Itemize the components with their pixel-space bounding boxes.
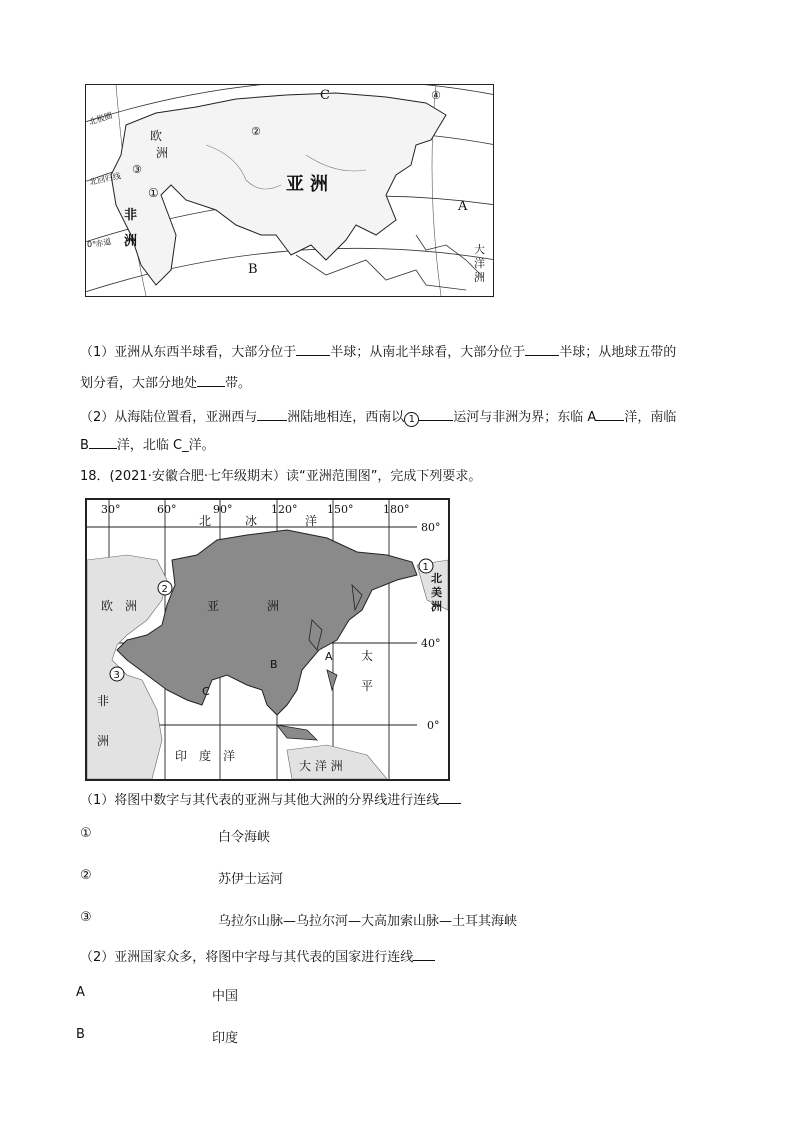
latitude-label: 40° [421, 637, 441, 650]
letter-b-label: B [270, 658, 278, 671]
longitude-label: 30° [101, 503, 121, 516]
svg-text:1: 1 [422, 562, 429, 573]
asia-map-1-svg [86, 85, 493, 296]
q18-part1-prompt: （1）将图中数字与其代表的亚洲与其他大洲的分界线进行连线 [80, 791, 461, 810]
africa-label: 非 [124, 208, 138, 223]
degree-label: 0° [87, 240, 97, 249]
svg-text:3: 3 [113, 670, 120, 681]
q18-1-item-value[interactable]: 乌拉尔山脉—乌拉尔河—大高加索山脉—土耳其海峡 [218, 914, 518, 929]
q18-1-item-num: ① [80, 826, 92, 841]
asia-map-2-svg [87, 500, 448, 779]
europe-label: 欧 洲 [101, 599, 138, 613]
q17-part2-line1: （2）从海陆位置看，亚洲西与 洲陆地相连，西南以 1 运河与非洲为界；东临 A 洋，南临 [80, 410, 677, 425]
q18-2-item-letter: A [76, 985, 85, 1000]
asia-landmass [111, 93, 446, 285]
marker-3 [110, 667, 124, 681]
europe-label: 洲 [156, 146, 169, 160]
oceania-label: 洋 [474, 257, 485, 270]
indian-ocean-label: 印 度 洋 [175, 749, 236, 763]
letter-b-label: B [248, 262, 258, 277]
africa-label: 洲 [97, 734, 110, 748]
island-coastline [296, 255, 466, 290]
arctic-circle-label: 北极圈 [87, 110, 114, 127]
africa-label: 洲 [124, 234, 138, 249]
north-america-label: 美 [431, 586, 442, 599]
north-america-label: 洲 [431, 600, 442, 613]
number-2-label: ② [251, 125, 261, 138]
latitude-label: 80° [421, 521, 441, 534]
equator-label: 赤道 [94, 236, 113, 249]
number-3-label: ③ [132, 163, 142, 176]
island [327, 670, 337, 690]
q18-2-item-value[interactable]: 印度 [212, 1031, 239, 1046]
asia-map-2 [85, 498, 450, 781]
africa-label: 非 [97, 694, 110, 708]
latitude-label: 0° [427, 719, 440, 732]
number-1-label: ① [148, 186, 159, 200]
q18-1-item-value[interactable]: 白令海峡 [218, 830, 271, 845]
answer-blank[interactable] [197, 374, 225, 387]
arctic-ocean-label: 冰 [245, 514, 258, 528]
answer-blank[interactable] [296, 343, 330, 356]
letter-a-label: A [458, 199, 468, 214]
asia-map-1 [85, 84, 494, 297]
pacific-label: 平 [361, 679, 374, 693]
q18-1-item-value[interactable]: 苏伊士运河 [218, 872, 284, 887]
circled-number: 1 [404, 412, 419, 427]
q18-part2-prompt: （2）亚洲国家众多，将图中字母与其代表的国家进行连线 [80, 948, 435, 967]
oceania-label: 大 洋 洲 [299, 759, 343, 773]
pacific-label: 太 [361, 649, 374, 663]
island-coastline [416, 235, 481, 275]
longitude-label: 90° [213, 503, 233, 516]
oceania-label: 大 [474, 243, 485, 256]
arctic-ocean-label: 北 [199, 514, 212, 528]
q18-2-item-letter: B [76, 1027, 85, 1042]
q17-part1-line1: （1）亚洲从东西半球看，大部分位于 半球；从南北半球看，大部分位于 半球；从地球五带的 [80, 345, 677, 360]
island [277, 725, 317, 740]
q18-1-item-num: ③ [80, 910, 92, 925]
longitude-label: 150° [327, 503, 354, 516]
longitude-label: 180° [383, 503, 410, 516]
asia-label: 洲 [267, 599, 280, 613]
answer-blank[interactable] [413, 948, 435, 961]
number-4-label: ④ [431, 89, 441, 102]
longitude-label: 120° [271, 503, 298, 516]
answer-blank[interactable] [525, 343, 559, 356]
marker-2 [158, 581, 172, 595]
answer-blank[interactable] [419, 408, 453, 421]
q17-part1-line2: 划分看，大部分地处 带。 [80, 376, 252, 391]
answer-blank[interactable] [89, 436, 117, 449]
north-america-label: 北 [431, 572, 442, 585]
q18-2-item-value[interactable]: 中国 [212, 989, 239, 1004]
answer-blank[interactable] [439, 791, 461, 804]
longitude-label: 60° [157, 503, 177, 516]
arctic-ocean-label: 洋 [305, 514, 318, 528]
q17-part2-line2: B 洋，北临 C_洋。 [80, 438, 215, 453]
letter-c-label: C [320, 88, 330, 103]
tropic-cancer-label: 北回归线 [88, 171, 122, 187]
q18-1-item-num: ② [80, 868, 92, 883]
marker-1 [419, 559, 433, 573]
asia-label: 亚洲 [286, 174, 334, 195]
asia-label: 亚 [207, 599, 220, 613]
q18-title: 18．(2021·安徽合肥·七年级期末）读“亚洲范围图”，完成下列要求。 [80, 469, 482, 484]
europe-label: 欧 [150, 129, 163, 143]
answer-blank[interactable] [596, 408, 624, 421]
svg-text:2: 2 [161, 584, 168, 595]
letter-c-label: C [202, 685, 210, 698]
letter-a-label: A [325, 650, 333, 663]
answer-blank[interactable] [257, 408, 287, 421]
oceania-label: 洲 [474, 271, 485, 284]
